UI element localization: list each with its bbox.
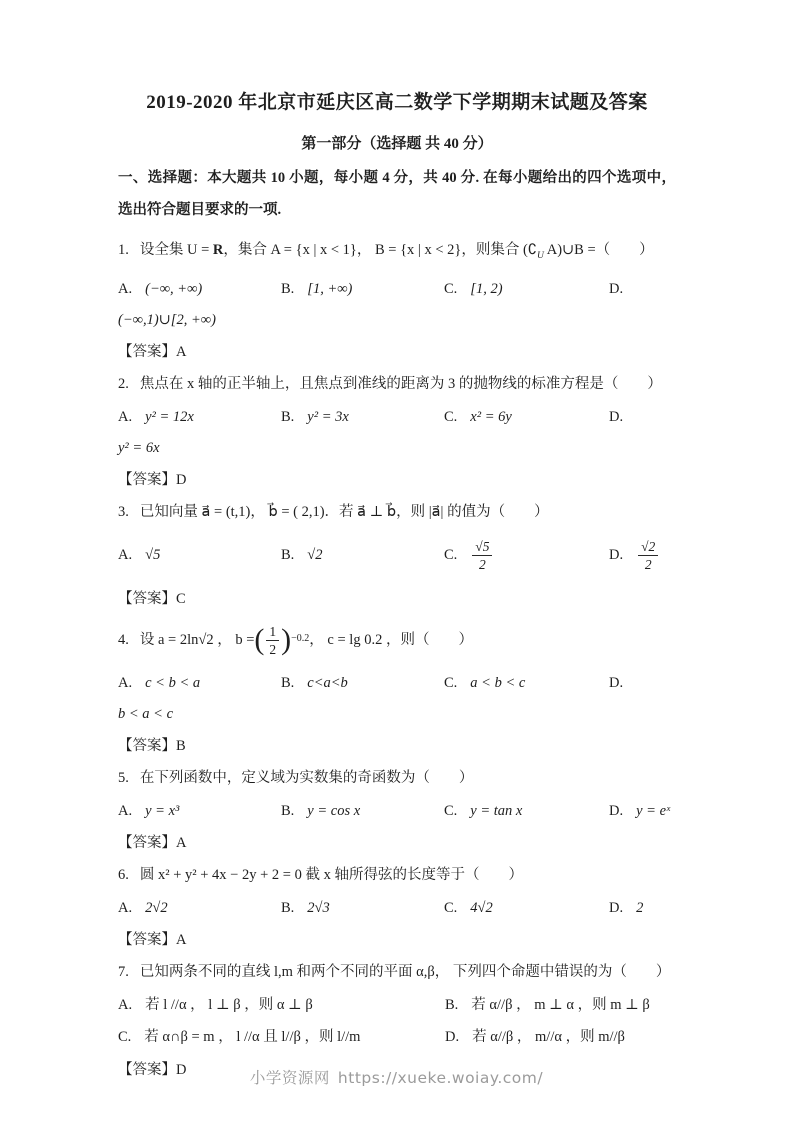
question-4 <box>118 615 676 762</box>
section-instructions: 一、选择题：本大题共 10 小题，每小题 4 分，共 40 分. 在每小题给出的四个选项中，选出符合题目要求的一项. <box>118 170 676 218</box>
stem-text: 已知向量 a⃗ = (t,1)， b⃗ = ( 2,1)．若 a⃗ ⊥ b⃗，则 |a⃗| 的值为（ ） <box>139 503 549 520</box>
option-d <box>609 401 676 433</box>
option-b <box>281 273 444 305</box>
option-label: B. <box>281 280 295 297</box>
fraction-denominator: 2 <box>644 557 652 573</box>
question-number: 3. <box>118 503 129 520</box>
answer-value: D <box>176 471 187 488</box>
option-text: y = cos x <box>307 802 361 819</box>
fraction-denominator: 2 <box>479 557 486 573</box>
question-number: 5. <box>118 769 129 786</box>
option-c <box>444 795 609 827</box>
option-label: B. <box>281 899 295 916</box>
stem-text: 已知两条不同的直线 l,m 和两个不同的平面 α,β， 下列四个命题中错误的为（ ） <box>139 963 671 980</box>
option-d <box>609 892 676 924</box>
option-label: C. <box>444 899 458 916</box>
question-1-answer <box>118 336 676 368</box>
stem-text: 在下列函数中，定义域为实数集的奇函数为（ ） <box>139 769 474 786</box>
answer-label: 【答案】 <box>118 471 176 488</box>
option-text: 2 <box>636 899 644 916</box>
question-number: 4. <box>118 632 129 649</box>
question-number: 1. <box>118 242 129 258</box>
option-label: D. <box>609 802 624 819</box>
question-3 <box>118 496 676 615</box>
option-a <box>118 273 281 305</box>
question-3-answer <box>118 583 676 615</box>
option-c <box>444 273 609 305</box>
option-a <box>118 547 281 564</box>
option-text: y² = 12x <box>145 408 194 425</box>
question-7-options-row-1 <box>118 989 676 1022</box>
option-text: a < b < c <box>470 674 526 691</box>
option-label: B. <box>281 547 295 564</box>
option-label: C. <box>444 408 458 425</box>
option-label: C. <box>444 674 458 691</box>
option-text: 4√2 <box>470 899 493 916</box>
option-text: 若 α∩β = m ， l //α 且 l//β ，则 l//m <box>144 1029 361 1046</box>
answer-value: C <box>176 590 186 607</box>
option-label: D. <box>609 408 624 425</box>
stem-text: 设 a = 2ln√2 ， b = <box>139 632 255 649</box>
fraction <box>266 624 279 658</box>
option-c <box>444 892 609 924</box>
answer-label: 【答案】 <box>118 931 176 948</box>
option-label: A. <box>118 547 133 564</box>
option-d-continuation: y² = 6x <box>118 439 160 456</box>
question-5 <box>118 762 676 859</box>
answer-value: A <box>176 343 187 360</box>
question-7-stem <box>118 956 676 989</box>
question-2 <box>118 368 676 496</box>
fraction-numerator: √2 <box>638 539 658 557</box>
option-text: 若 l //α ， l ⊥ β ，则 α ⊥ β <box>145 996 313 1013</box>
complement-subscript: U <box>537 250 544 261</box>
fraction <box>472 539 492 573</box>
fraction-numerator: 1 <box>266 624 279 642</box>
question-2-options <box>118 401 676 433</box>
stem-text: ， c = lg 0.2 ，则（ ） <box>309 632 473 649</box>
option-text: 若 α//β ， m//α ，则 m//β <box>472 1029 625 1046</box>
stem-text: 设全集 U = <box>139 242 213 258</box>
option-a <box>118 989 445 1022</box>
stem-text: ，集合 A = {x | x < 1}， B = {x | x < 2}，则集合 (∁ <box>223 242 538 258</box>
option-d <box>609 795 676 827</box>
option-label: C. <box>444 547 458 564</box>
option-b <box>281 547 444 564</box>
option-text: y = tan x <box>470 802 523 819</box>
option-label: A. <box>118 899 133 916</box>
question-6-stem <box>118 859 676 892</box>
question-number: 2. <box>118 375 129 392</box>
option-label: A. <box>118 280 133 297</box>
answer-label: 【答案】 <box>118 834 176 851</box>
option-label: D. <box>609 674 624 691</box>
question-4-options <box>118 667 676 699</box>
question-2-stem <box>118 368 676 401</box>
question-6-answer <box>118 924 676 956</box>
question-4-answer <box>118 730 676 762</box>
option-text: c<a<b <box>307 674 348 691</box>
option-b <box>281 667 444 699</box>
option-label: C. <box>118 1029 132 1046</box>
option-label: D. <box>609 280 624 297</box>
option-label: D. <box>609 547 624 564</box>
option-text: y = x³ <box>145 802 180 819</box>
option-c <box>118 1021 445 1054</box>
option-a <box>118 892 281 924</box>
option-label: A. <box>118 674 133 691</box>
footer-site-name: 小学资源网 <box>249 1069 330 1087</box>
question-1-stem <box>118 234 676 273</box>
question-number: 6. <box>118 866 129 883</box>
option-label: A. <box>118 996 133 1013</box>
option-label: B. <box>281 408 295 425</box>
option-text: 2√3 <box>307 899 330 916</box>
question-number: 7. <box>118 963 129 980</box>
option-text: c < b < a <box>145 674 201 691</box>
question-5-stem <box>118 762 676 795</box>
answer-value: A <box>176 931 187 948</box>
answer-value: D <box>176 1061 187 1078</box>
question-6 <box>118 859 676 956</box>
fraction-numerator: √5 <box>472 539 492 557</box>
question-3-stem <box>118 496 676 529</box>
option-text: 若 α//β ， m ⊥ α ，则 m ⊥ β <box>471 996 650 1013</box>
page-title: 2019-2020 年北京市延庆区高二数学下学期期末试题及答案 <box>146 92 648 113</box>
option-text: [1, +∞) <box>307 280 353 297</box>
stem-text: 圆 x² + y² + 4x − 2y + 2 = 0 截 x 轴所得弦的长度等于（ ） <box>139 866 523 883</box>
question-7-options-row-2 <box>118 1021 676 1054</box>
left-parenthesis: ( <box>254 623 265 657</box>
option-c <box>444 401 609 433</box>
stem-text: A)∪B =（ ） <box>543 242 654 258</box>
answer-value: B <box>176 737 186 754</box>
fraction <box>638 539 658 573</box>
option-b <box>281 795 444 827</box>
footer-link[interactable]: https://xueke.woiay.com/ <box>337 1069 544 1087</box>
question-2-answer <box>118 464 676 496</box>
exponent: −0.2 <box>291 633 310 645</box>
question-5-answer <box>118 827 676 859</box>
option-text: (−∞, +∞) <box>145 280 203 297</box>
stem-bold-set: R <box>212 242 224 258</box>
option-label: A. <box>118 408 133 425</box>
option-text: x² = 6y <box>470 408 512 425</box>
question-3-options <box>118 529 676 583</box>
answer-label: 【答案】 <box>118 1061 176 1078</box>
option-a <box>118 401 281 433</box>
fraction-denominator: 2 <box>269 642 277 658</box>
option-b <box>281 892 444 924</box>
option-d-continuation: (−∞,1)∪[2, +∞) <box>118 311 216 328</box>
option-label: B. <box>445 996 459 1013</box>
option-text: y = eˣ <box>636 802 671 819</box>
footer <box>0 1066 793 1088</box>
option-a <box>118 795 281 827</box>
option-label: B. <box>281 674 295 691</box>
option-d-continuation: b < a < c <box>118 705 174 722</box>
option-c <box>444 667 609 699</box>
option-text: [1, 2) <box>470 280 503 297</box>
option-label: C. <box>444 802 458 819</box>
option-b <box>445 989 676 1022</box>
stem-text: 焦点在 x 轴的正半轴上，且焦点到准线的距离为 3 的抛物线的标准方程是（ ） <box>139 375 662 392</box>
option-label: C. <box>444 280 458 297</box>
answer-value: A <box>176 834 187 851</box>
option-d <box>609 539 676 573</box>
option-text: √5 <box>145 547 161 564</box>
option-d <box>445 1021 676 1054</box>
option-text: 2√2 <box>145 899 168 916</box>
option-b <box>281 401 444 433</box>
option-label: D. <box>609 899 624 916</box>
option-a <box>118 667 281 699</box>
option-d <box>609 273 676 305</box>
section-heading: 第一部分（选择题 共 40 分） <box>301 136 493 152</box>
question-4-stem <box>118 615 676 667</box>
question-1 <box>118 234 676 368</box>
right-parenthesis: ) <box>281 623 292 657</box>
option-c <box>444 539 609 573</box>
option-label: D. <box>445 1029 460 1046</box>
answer-label: 【答案】 <box>118 343 176 360</box>
answer-label: 【答案】 <box>118 737 176 754</box>
answer-label: 【答案】 <box>118 590 176 607</box>
option-text: y² = 3x <box>307 408 349 425</box>
question-5-options <box>118 795 676 827</box>
option-d <box>609 667 676 699</box>
option-label: B. <box>281 802 295 819</box>
option-label: A. <box>118 802 133 819</box>
question-6-options <box>118 892 676 924</box>
question-1-options <box>118 273 676 305</box>
option-text: √2 <box>307 547 323 564</box>
